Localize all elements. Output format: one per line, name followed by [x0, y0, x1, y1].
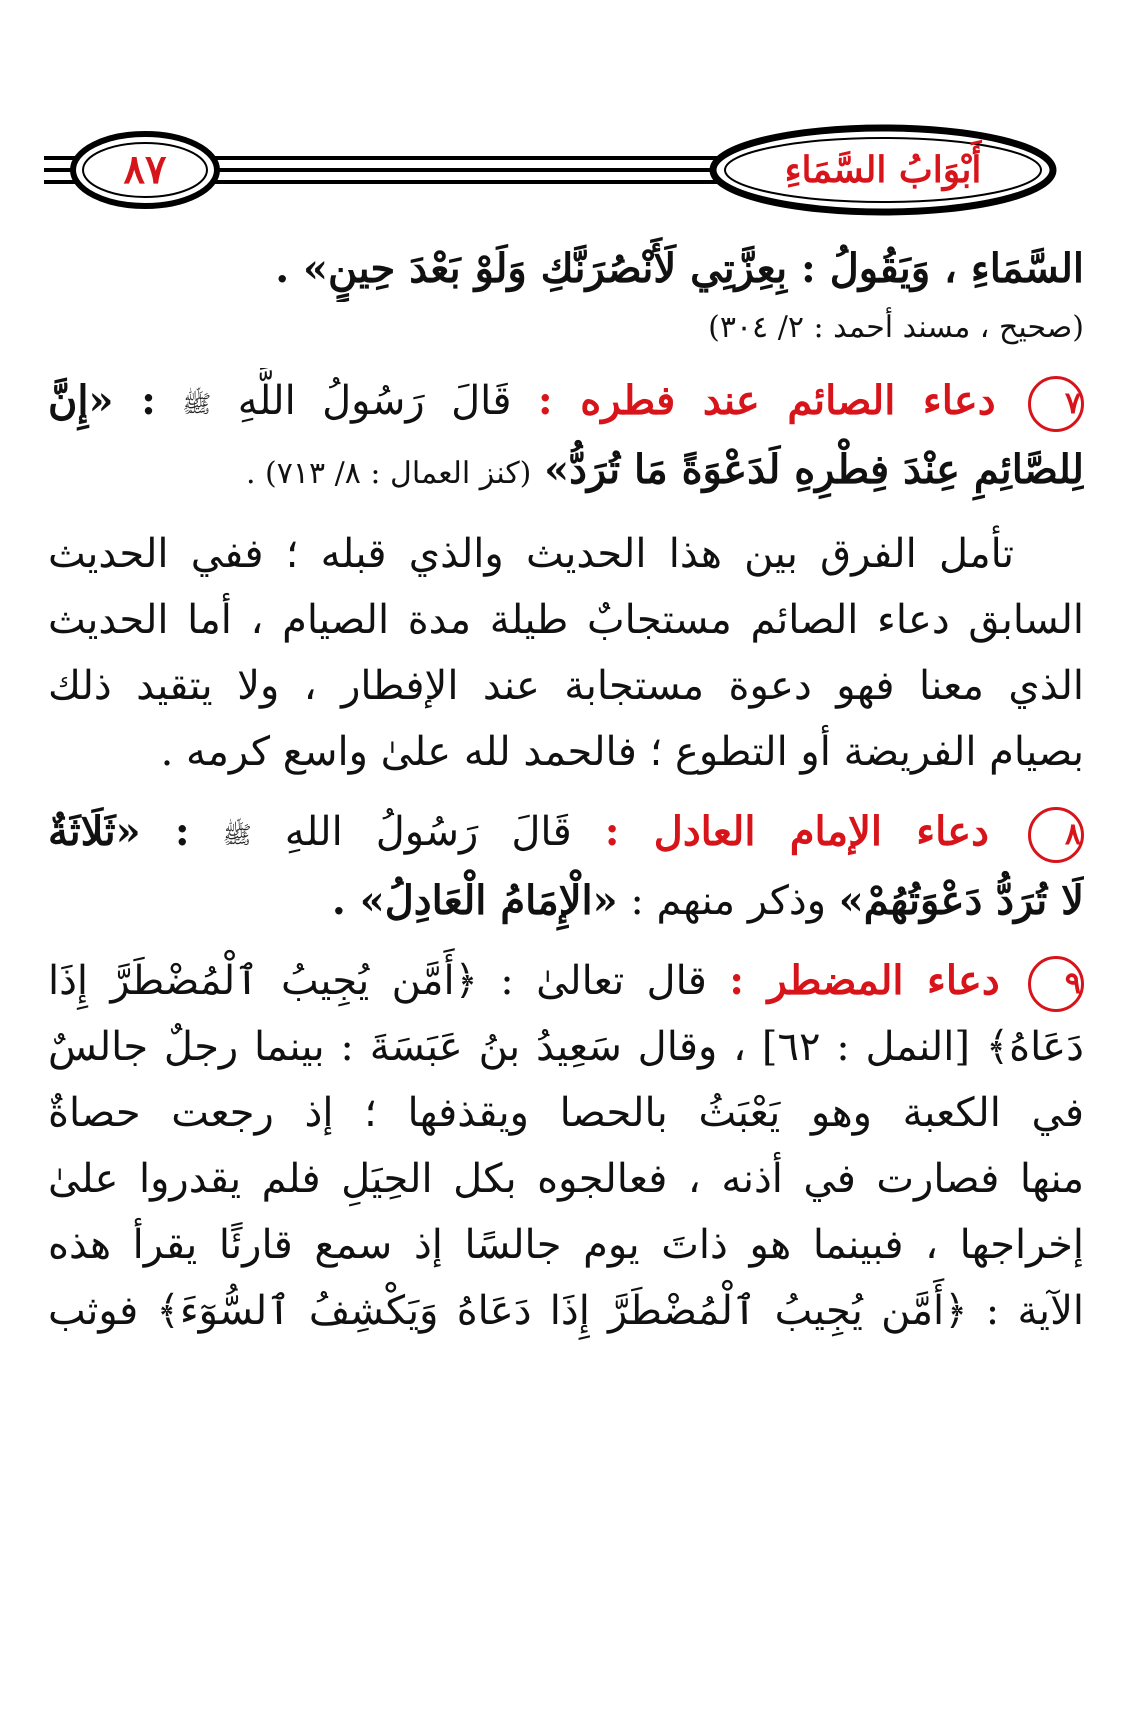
item7-number: ٧	[1028, 376, 1084, 432]
item7-intro: قَالَ رَسُولُ اللَّهِ	[237, 378, 512, 424]
item9-intro: قال تعالىٰ : ﴿أَمَّن يُجِيبُ ٱلْمُضْطَرَّ إِذَا	[48, 958, 707, 1004]
page-content	[48, 236, 1084, 1344]
item8-line1-end: : «ثَلَاثَةٌ	[48, 808, 190, 855]
item7-line1-end: : «إِنَّ	[48, 377, 156, 424]
item9-line-4: منها فصارت في أذنه ، فعالجوه بكل الحِيَلِ فلم يقدروا علىٰ	[48, 1156, 1084, 1202]
reflection-line-2: السابق دعاء الصائم مستجابٌ طيلة مدة الصيام ، أما الحديث	[48, 597, 1084, 643]
reflection-line-4: بصيام الفريضة أو التطوع ؛ فالحمد لله علىٰ واسع كرمه .	[160, 729, 1084, 775]
item8-intro: قَالَ رَسُولُ اللهِ	[284, 809, 572, 855]
item9-line-3: في الكعبة وهو يَعْبَثُ بالحصا ويقذفها ؛ إذ رجعت حصاةٌ	[48, 1090, 1084, 1136]
item9-line-6: الآية : ﴿أَمَّن يُجِيبُ ٱلْمُضْطَرَّ إِذَا دَعَاهُ وَيَكْشِفُ ٱلسُّوٓءَ﴾ فوثب	[48, 1288, 1084, 1334]
reflection-line-1: تأمل الفرق بين هذا الحديث والذي قبله ؛ ففي الحديث	[48, 531, 1015, 577]
item7-source: (كنز العمال : ٨/ ٧١٣) .	[245, 456, 532, 491]
item8-line1	[48, 799, 1084, 868]
intro-line: السَّمَاءِ ، وَيَقُولُ : بِعِزَّتِي لَأَنْصُرَنَّكِ وَلَوْ بَعْدَ حِينٍ» .	[275, 245, 1084, 292]
item8-line2	[48, 868, 1084, 934]
item9-line1	[48, 948, 1084, 1014]
item7-hadith: لِلصَّائِمِ عِنْدَ فِطْرِهِ لَدَعْوَةً مَا تُرَدُّ»	[544, 446, 1084, 493]
salla-glyph: ﷺ	[182, 390, 212, 418]
item8-mid: وذكر منهم :	[630, 878, 827, 924]
salla-glyph: ﷺ	[222, 821, 252, 849]
item9-heading: دعاء المضطر :	[729, 957, 1000, 1004]
page-number: ٨٧	[123, 146, 167, 193]
item7-heading: دعاء الصائم عند فطره :	[537, 377, 996, 424]
item8-number: ٨	[1028, 807, 1084, 863]
intro-source: (صحيح ، مسند أحمد : ٢/ ٣٠٤)	[708, 310, 1084, 345]
item7-line2	[48, 437, 1084, 507]
item9-number: ٩	[1028, 956, 1084, 1012]
item8-end: «الْإِمَامُ الْعَادِلُ» .	[331, 877, 618, 924]
item7-line1	[48, 368, 1084, 437]
item8-hadith: لَا تُرَدُّ دَعْوَتُهُمْ»	[838, 877, 1084, 924]
item9-line-5: إخراجها ، فبينما هو ذاتَ يوم جالسًا إذ سمع قارئًا يقرأ هذه	[48, 1222, 1084, 1268]
reflection-line-3: الذي معنا فهو دعوة مستجابة عند الإفطار ، ولا يتقيد ذلك	[48, 663, 1084, 709]
item9-line-2: دَعَاهُ﴾ [النمل : ٦٢] ، وقال سَعِيدُ بنُ عَبَسَةَ : بينما رجلٌ جالسٌ	[48, 1024, 1084, 1070]
page-header	[0, 120, 1132, 230]
running-title: أَبْوَابُ السَّمَاءِ	[784, 149, 982, 191]
item8-heading: دعاء الإمام العادل :	[604, 808, 989, 855]
